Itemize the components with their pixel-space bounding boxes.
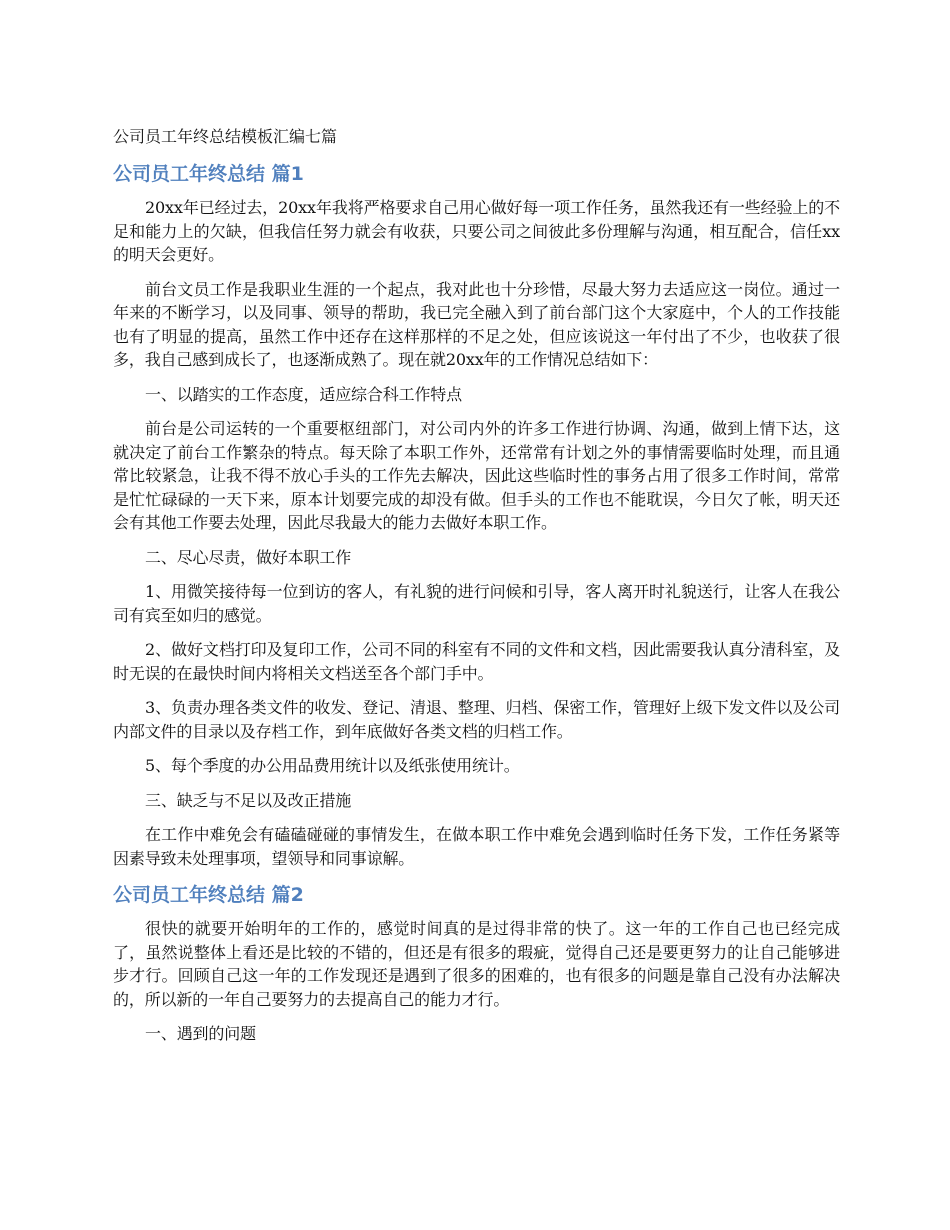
document-title: 公司员工年终总结模板汇编七篇 bbox=[113, 127, 338, 146]
subheading-paragraph: 一、以踏实的工作态度，适应综合科工作特点 bbox=[145, 384, 463, 404]
list-item-paragraph: 5、每个季度的办公用品费用统计以及纸张使用统计。 bbox=[145, 756, 520, 775]
list-item-paragraph: 1、用微笑接待每一位到访的客人，有礼貌的进行问候和引导，客人离开时礼貌送行，让客人在我公司有宾至如归的感觉。 bbox=[113, 582, 840, 625]
subheading-paragraph: 三、缺乏与不足以及改正措施 bbox=[145, 790, 352, 810]
paragraph: 前台是公司运转的一个重要枢纽部门，对公司内外的许多工作进行协调、沟通，做到上情下达，这就决定了前台工作繁杂的特点。每天除了本职工作外，还常常有计划之外的事情需要临时处理，而且通常比较紧急，让我不得不放心手头的工作先去解决，因此这些临时性的事务占用了很多工作时间，常常是忙忙碌碌的一天下来，原本计划要完成的却没有做。但手头的工作也不能耽误，今日欠了帐，明天还会有其他工作要去处理，因此尽我最大的能力去做好本职工作。 bbox=[113, 419, 840, 532]
subheading-paragraph: 一、遇到的问题 bbox=[145, 1024, 256, 1043]
section-2 bbox=[113, 881, 840, 1046]
section-heading: 公司员工年终总结 篇1 bbox=[113, 163, 304, 185]
section-heading: 公司员工年终总结 篇2 bbox=[113, 884, 304, 906]
list-item-paragraph: 3、负责办理各类文件的收发、登记、清退、整理、归档、保密工作，管理好上级下发文件以及公司内部文件的目录以及存档工作，到年底做好各类文档的归档工作。 bbox=[113, 698, 840, 741]
section-1 bbox=[113, 160, 840, 870]
paragraph: 在工作中难免会有磕磕碰碰的事情发生，在做本职工作中难免会遇到临时任务下发，工作任务紧等因素导致未处理事项，望领导和同事谅解。 bbox=[113, 825, 840, 868]
paragraph: 很快的就要开始明年的工作的，感觉时间真的是过得非常的快了。这一年的工作自己也已经完成了，虽然说整体上看还是比较的不错的，但还是有很多的瑕疵，觉得自己还是要更努力的让自己能够进步才行。回顾自己这一年的工作发现还是遇到了很多的困难的，也有很多的问题是靠自己没有办法解决的，所以新的一年自己要努力的去提高自己的能力才行。 bbox=[113, 919, 840, 1009]
document-page bbox=[113, 124, 840, 1057]
paragraph: 前台文员工作是我职业生涯的一个起点，我对此也十分珍惜，尽最大努力去适应这一岗位。通过一年来的不断学习，以及同事、领导的帮助，我已完全融入到了前台部门这个大家庭中，个人的工作技能也有了明显的提高，虽然工作中还存在这样那样的不足之处，但应该说这一年付出了不少，也收获了很多，我自己感到成长了，也逐渐成熟了。现在就20xx年的工作情况总结如下： bbox=[113, 279, 840, 369]
paragraph: 20xx年已经过去，20xx年我将严格要求自己用心做好每一项工作任务，虽然我还有一些经验上的不足和能力上的欠缺，但我信任努力就会有收获，只要公司之间彼此多份理解与沟通，相互配合，信任xx的明天会更好。 bbox=[113, 198, 840, 264]
list-item-paragraph: 2、做好文档打印及复印工作，公司不同的科室有不同的文件和文档，因此需要我认真分清科室，及时无误的在最快时间内将相关文档送至各个部门手中。 bbox=[113, 640, 840, 683]
subheading-paragraph: 二、尽心尽责，做好本职工作 bbox=[145, 547, 352, 567]
